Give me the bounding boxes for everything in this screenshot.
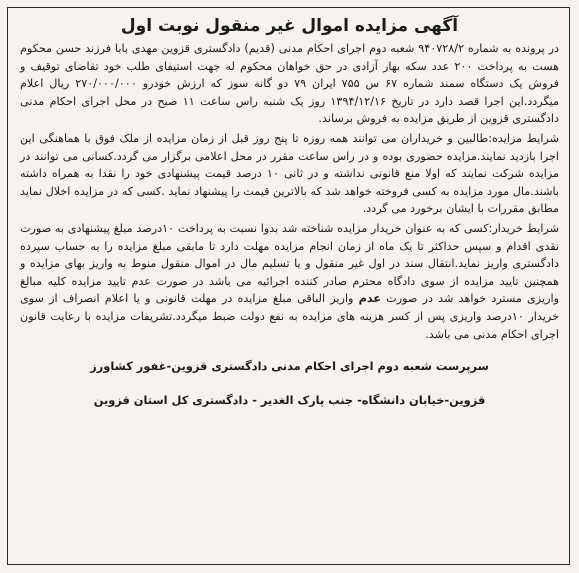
notice-content	[20, 14, 559, 422]
intro-paragraph: در پرونده به شماره ۹۴۰۷۲۸/۲ شعبه دوم اجرای احکام مدنی (قدیم) دادگستری قزوین مهدی بابا فرزند حسن محکوم هست به پرداخت ۲۰۰ عدد سکه بهار آزادی در حق خواهان محکوم له جهت استیفای طلب خود تقاضای توقیف و فروش یک دستگاه سمند شماره ۶۷ س ۷۵۵ ایران ۷۹ دو گانه سوز که ارزش خودرو ۲۷۰/۰۰۰/۰۰۰ ریال اعلام میگردد.این اجرا قصد دارد در تاریخ ۱۳۹۴/۱۲/۱۶ روز یک شنبه راس ساعت ۱۱ صبح در محل اجرای احکام مدنی دادگستری قزوین از طریق مزایده به فروش برساند.	[20, 42, 559, 126]
emphasized-word: عدم	[358, 292, 381, 306]
buyer-conditions-paragraph	[20, 220, 559, 343]
buyer-conditions-text-a: شرایط خریدار:کسی که به عنوان خریدار مزایده شناخته شد بدوا نسبت به پرداخت ۱۰درصد مبلغ پیشنهادی به صورت نقدی اقدام و سپس حداکثر تا یک ماه از زمان انجام مزایده مهلت دارد تا مابقی مبلغ مزایده را به حساب سپرده دادگستری واریز نماید.انتقال سند در اول غیر منقول و یا تسلیم مال در اموال منقول منوط به واریز بهای مزایده و همچنین تایید مزایده از سوی دادگاه محترم صادر کننده اجرائیه می باشد در صورت عدم تایید مزایده کلیه مبالغ واریزی مسترد خواهد شد در صورت	[20, 221, 560, 306]
auction-conditions-paragraph: شرایط مزایده:طالبین و خریداران می توانند همه روزه تا پنج روز قبل از زمان مزایده از ملک فوق با هماهنگی این اجرا بازدید نمایند.مزایده حضوری بوده و در راس ساعت مقرر در محل اعلامی برگزار می گردد.کسانی می توانند در مزایده شرکت نمایند که اولا منع قانونی نداشته و در ثانی ۱۰ درصد قیمت پیشنهادی خود را نقدا به همراه داشته باشند.مال مورد مزایده به کسی فروخته خواهد شد که بالاترین قیمت را پیشنهاد نماید .کسی که در مزایده اخلال نماید مطابق مقررات با ایشان برخورد می گردد.	[20, 131, 559, 216]
address-line: قزوین-خیابان دانشگاه- جنب پارک الغدیر - دادگستری کل استان قزوین	[93, 393, 486, 408]
signature-line: سرپرست شعبه دوم اجرای احکام مدنی دادگستری قزوین-غفور کشاورز	[90, 359, 489, 374]
notice-title: آگهی مزایده اموال غیر منقول نوبت اول	[120, 16, 459, 36]
buyer-conditions-text-b: واریز الباقی مبلغ مزایده در مهلت قانونی و یا اعلام انصراف از سوی خریدار ۱۰درصد واریزی پس از کسر هزینه های مزایده به نفع دولت ضبط میگردد.تشریفات مزایده با رعایت قانون اجرای احکام مدنی می باشد.	[20, 292, 559, 341]
